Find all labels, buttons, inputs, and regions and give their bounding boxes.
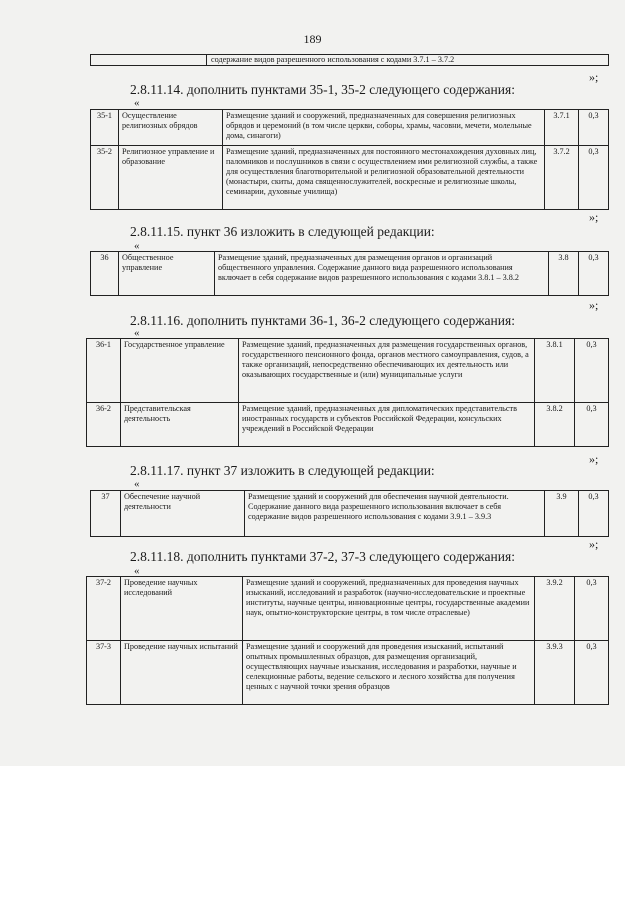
section-heading: 2.8.11.14. дополнить пунктами 35-1, 35-2 следующего содержания: (130, 82, 515, 97)
table-row (91, 146, 609, 210)
continuation-table (90, 54, 609, 66)
row-number: 35-1 (91, 110, 119, 146)
row-number: 36-1 (87, 339, 121, 403)
quote-close: »; (589, 537, 599, 551)
table-row (87, 641, 609, 705)
table-row (91, 55, 609, 66)
row-description: Размещение зданий и сооружений для обеспечения научной деятельности. Содержание данного вида разрешенного использования включает в себя содержание видов разрешенного использования с кодами 3.9.1 – 3.9.3 (245, 491, 545, 537)
quote-close: »; (589, 70, 599, 84)
row-code: 3.8.1 (535, 339, 575, 403)
row-value: 0,3 (579, 110, 609, 146)
row-number: 37-3 (87, 641, 121, 705)
row-value: 0,3 (579, 146, 609, 210)
row-code: 3.9.3 (535, 641, 575, 705)
table-row (87, 403, 609, 447)
row-description: Размещение зданий, предназначенных для размещения органов и организаций общественного управления. Содержание данного вида разрешенного использования включает в себя содержание видов разрешенного использования с кодами 3.8.1 – 3.8.2 (215, 252, 549, 296)
row-description: Размещение зданий и сооружений, предназначенных для проведения научных изысканий, исследований и разработок (научно-исследовательские и проектные институты, научные центры, инновационные центры, государственные академии наук, опытно-конструкторские центры, в том числе отраслевые) (243, 577, 535, 641)
quote-open: « (134, 478, 140, 490)
row-value: 0,3 (575, 403, 609, 447)
table-row (87, 577, 609, 641)
row-name: Религиозное управление и образование (119, 146, 223, 210)
row-name: Обеспечение научной деятельности (121, 491, 245, 537)
row-number: 36 (91, 252, 119, 296)
section-heading: 2.8.11.16. дополнить пунктами 36-1, 36-2 следующего содержания: (130, 313, 515, 328)
row-name: Проведение научных испытаний (121, 641, 243, 705)
row-description: Размещение зданий, предназначенных для постоянного местонахождения духовных лиц, паломников и послушников в связи с осуществлением ими религиозной службы, а также для осуществления благотворительной и религиозной образовательной деятельности (монастыри, скиты, дома священнослужителей, воскресные и религиозные школы, семинарии, духовные училища) (223, 146, 545, 210)
row-value: 0,3 (579, 491, 609, 537)
continuation-text: содержание видов разрешенного использования с кодами 3.7.1 – 3.7.2 (207, 55, 609, 66)
table-row (91, 110, 609, 146)
quote-close: »; (589, 298, 599, 312)
row-number: 37 (91, 491, 121, 537)
table-row (91, 252, 609, 296)
row-description: Размещение зданий, предназначенных для размещения государственных органов, государственного пенсионного фонда, органов местного самоуправления, судов, а также организаций, непосредственно обеспечивающих их деятельность или оказывающих государственные и (или) муниципальные услуги (239, 339, 535, 403)
row-number: 36-2 (87, 403, 121, 447)
row-description: Размещение зданий и сооружений для проведения изысканий, испытаний опытных промышленных образцов, для размещения организаций, осуществляющих научные изыскания, исследования и разработки, научные и селекционные работы, ведение сельского и лесного хозяйства для получения ценных с научной точки зрения образцов (243, 641, 535, 705)
quote-close: »; (589, 452, 599, 466)
table-row (87, 339, 609, 403)
row-code: 3.9.2 (535, 577, 575, 641)
quote-open: « (134, 240, 140, 252)
table-row (91, 491, 609, 537)
section-heading: 2.8.11.17. пункт 37 изложить в следующей редакции: (130, 463, 435, 478)
row-value: 0,3 (575, 577, 609, 641)
row-value: 0,3 (575, 339, 609, 403)
row-value: 0,3 (579, 252, 609, 296)
row-name: Государственное управление (121, 339, 239, 403)
quote-open: « (134, 97, 140, 109)
section-table (90, 109, 609, 210)
section-table (86, 338, 609, 447)
page-number: 189 (303, 32, 322, 46)
row-name: Осуществление религиозных обрядов (119, 110, 223, 146)
row-number: 35-2 (91, 146, 119, 210)
section-heading: 2.8.11.15. пункт 36 изложить в следующей редакции: (130, 224, 435, 239)
section-table (86, 576, 609, 705)
row-code: 3.8 (549, 252, 579, 296)
row-name: Представительская деятельность (121, 403, 239, 447)
row-value: 0,3 (575, 641, 609, 705)
row-number: 37-2 (87, 577, 121, 641)
row-description: Размещение зданий, предназначенных для дипломатических представительств иностранных государств и субъектов Российской Федерации, консульских учреждений в Российской Федерации (239, 403, 535, 447)
row-name: Проведение научных исследований (121, 577, 243, 641)
section-table (90, 490, 609, 537)
quote-open: « (134, 327, 140, 339)
row-code: 3.9 (545, 491, 579, 537)
table-cell-empty (91, 55, 207, 66)
section-table (90, 251, 609, 296)
row-name: Общественное управление (119, 252, 215, 296)
row-code: 3.7.1 (545, 110, 579, 146)
quote-open: « (134, 565, 140, 577)
row-code: 3.7.2 (545, 146, 579, 210)
section-heading: 2.8.11.18. дополнить пунктами 37-2, 37-3 следующего содержания: (130, 549, 515, 564)
row-code: 3.8.2 (535, 403, 575, 447)
row-description: Размещение зданий и сооружений, предназначенных для совершения религиозных обрядов и церемоний (в том числе церкви, соборы, храмы, часовни, мечети, молельные дома, синагоги) (223, 110, 545, 146)
quote-close: »; (589, 210, 599, 224)
